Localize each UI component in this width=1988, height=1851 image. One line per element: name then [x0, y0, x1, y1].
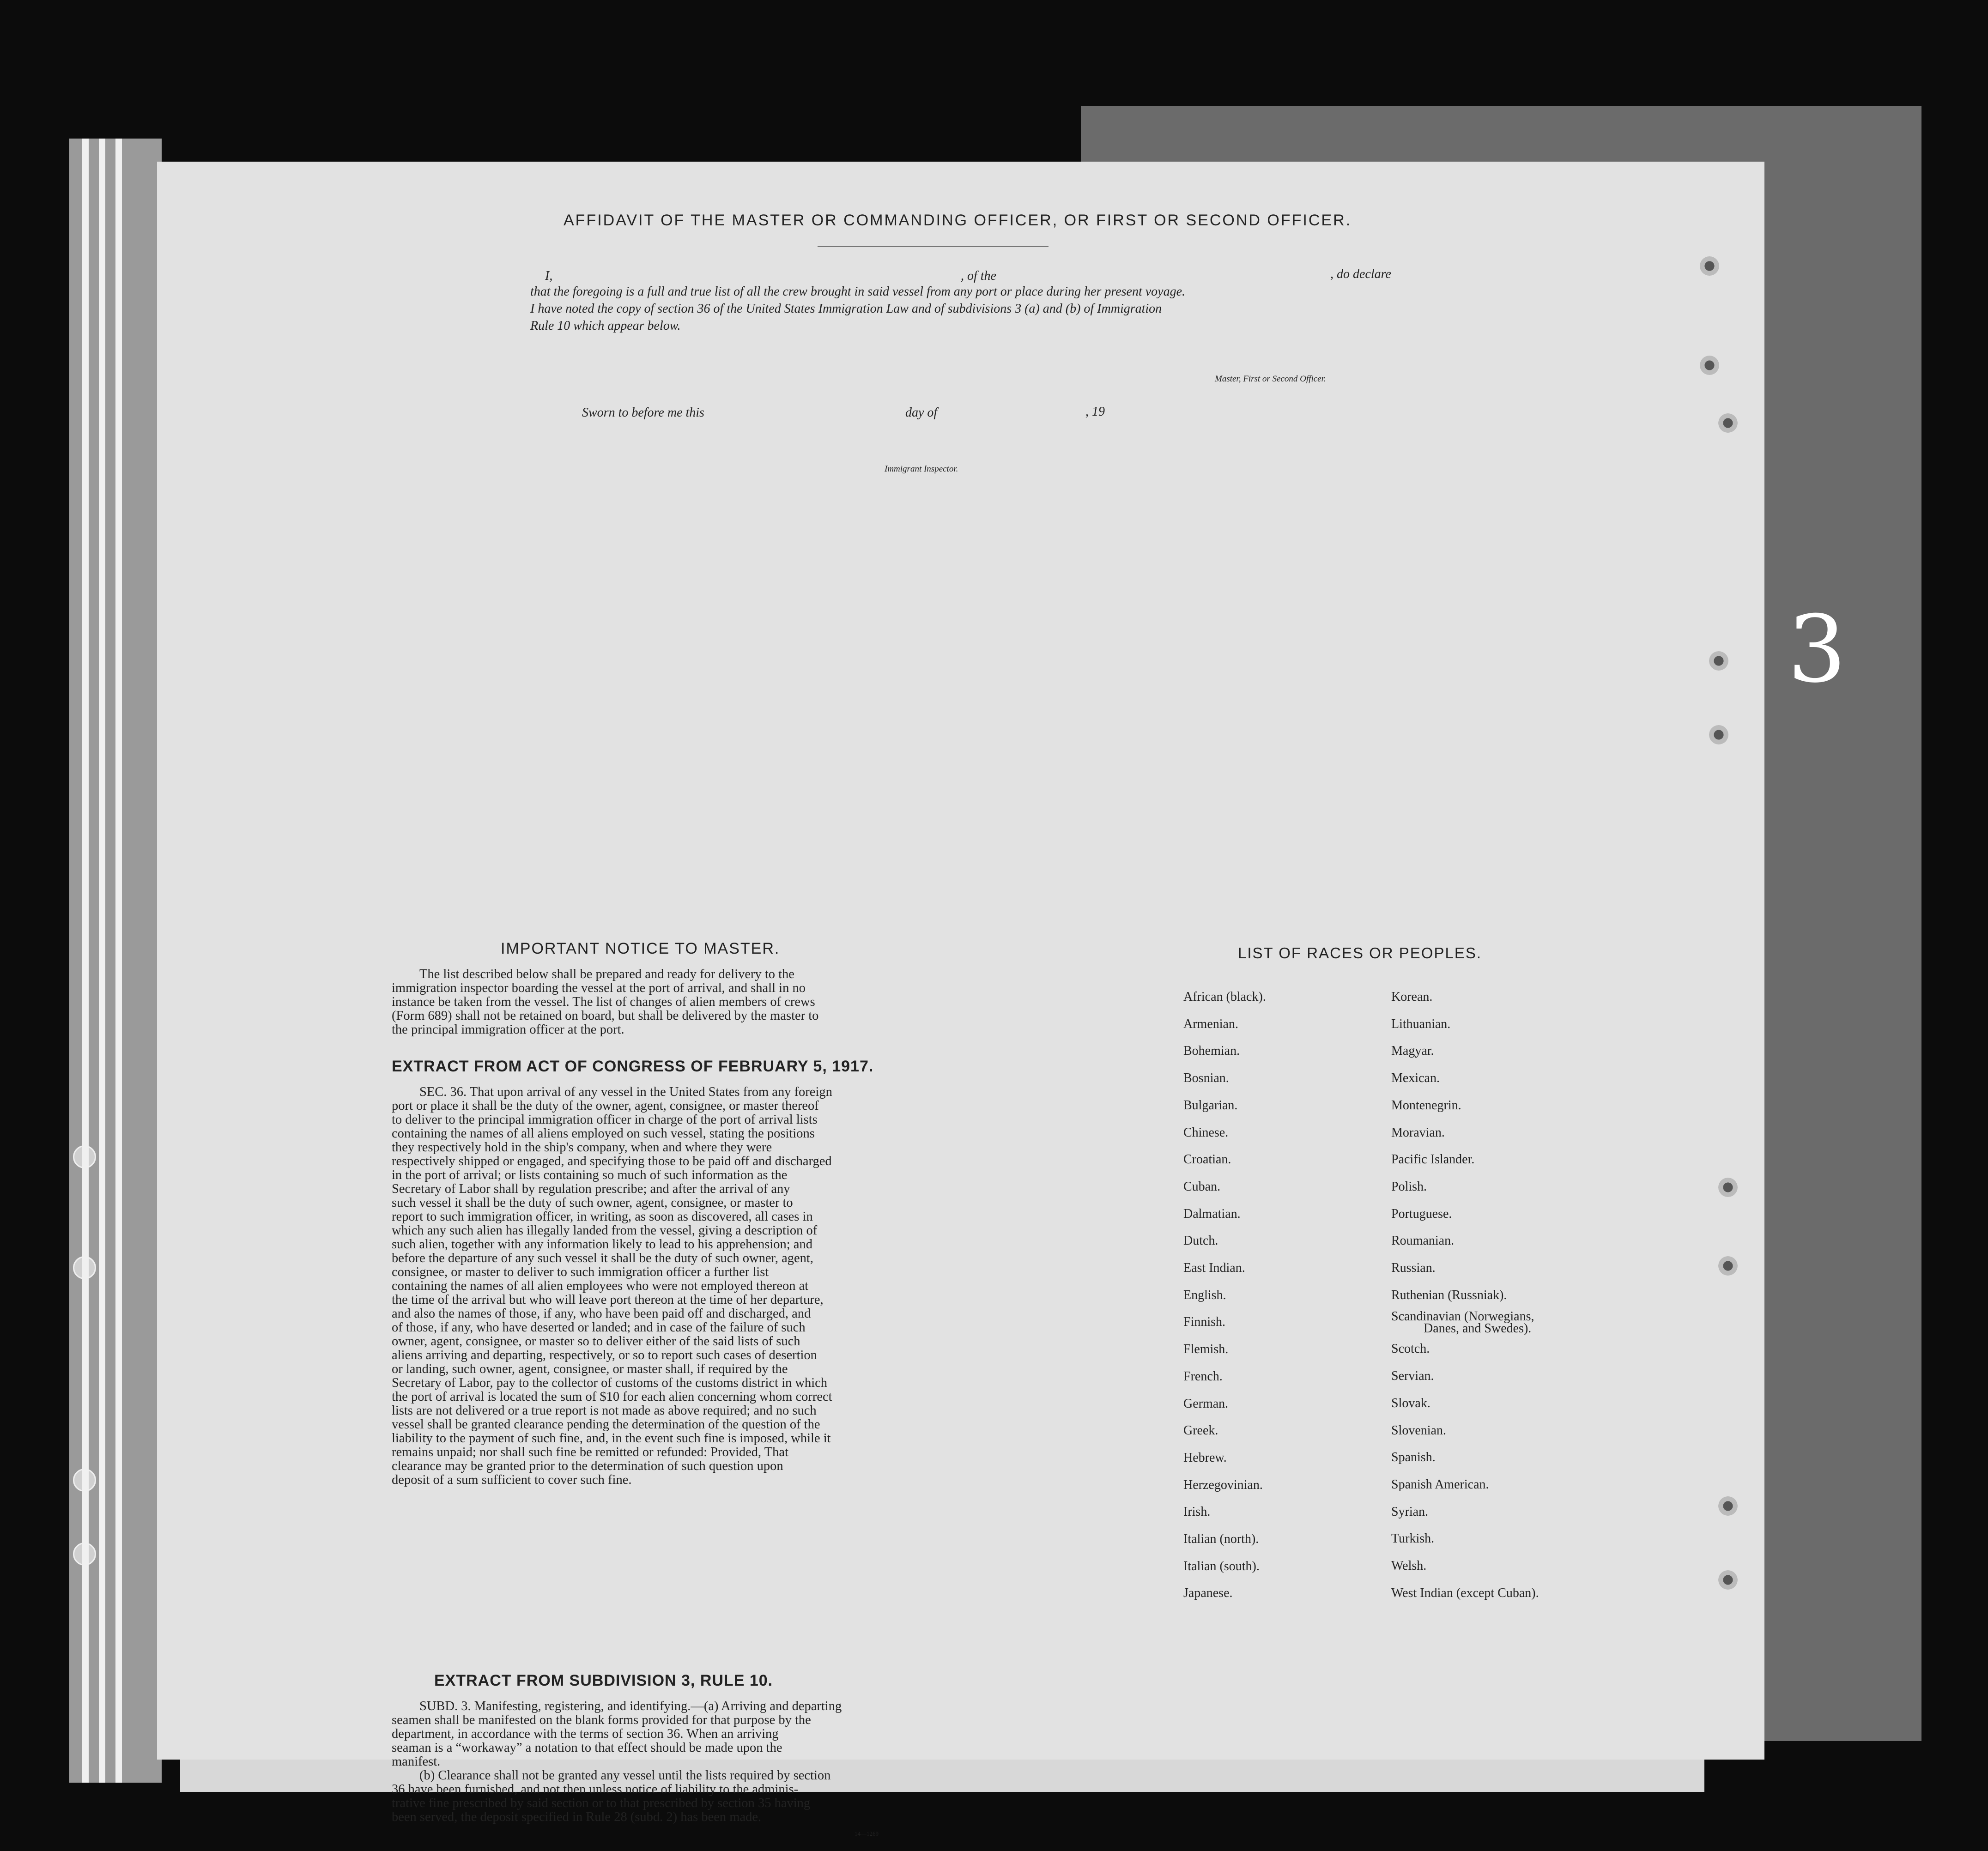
sworn-prefix: Sworn to before me this: [582, 405, 704, 420]
notice-line: instance be taken from the vessel. The list of changes of alien members of crews: [392, 995, 815, 1009]
punch-hole: [1709, 725, 1728, 744]
race-item: West Indian (except Cuban).: [1391, 1585, 1539, 1600]
act-line: Secretary of Labor, pay to the collector of customs of the customs district in which: [392, 1376, 828, 1390]
decl-do-declare: , do declare: [1330, 267, 1391, 281]
race-item: Chinese.: [1183, 1125, 1229, 1140]
decl-i: I,: [545, 269, 553, 283]
rule-line: seamen shall be manifested on the blank forms provided for that purpose by the: [392, 1713, 811, 1727]
act-line: report to such immigration officer, in writing, as soon as discovered, all cases in: [392, 1210, 813, 1224]
act-line: liability to the payment of such fine, and, in the event such fine is imposed, while it: [392, 1431, 831, 1446]
rule-line: SUBD. 3. Manifesting, registering, and identifying.—(a) Arriving and departing: [419, 1699, 842, 1713]
act-line: such vessel it shall be the duty of such owner, agent, consignee, or master to: [392, 1196, 793, 1210]
act-line: respectively shipped or engaged, and specifying those to be paid off and discharged: [392, 1154, 832, 1168]
rule-paragraph: [392, 1700, 1085, 1824]
act-line: port or place it shall be the duty of the owner, agent, consignee, or master thereof: [392, 1099, 819, 1113]
race-item: East Indian.: [1183, 1261, 1245, 1276]
act-paragraph: [392, 1085, 1085, 1487]
act-line: the time of the arrival but who will leave port thereon at the time of her departure,: [392, 1293, 824, 1307]
act-line: or landing, such owner, agent, consignee, or master shall, if required by the: [392, 1362, 788, 1376]
race-item: Slovak.: [1391, 1396, 1430, 1410]
act-line: in the port of arrival; or lists containing so much of such information as the: [392, 1168, 788, 1182]
punch-hole: [1718, 1178, 1738, 1197]
race-item: Slovenian.: [1391, 1423, 1446, 1438]
punch-hole: [1700, 356, 1719, 375]
act-line: lists are not delivered or a true report is not made as above required; and no such: [392, 1403, 817, 1418]
race-item: Welsh.: [1391, 1559, 1427, 1573]
act-line: deposit of a sum sufficient to cover such fine.: [392, 1473, 632, 1487]
master-signature-label: Master, First or Second Officer.: [1215, 374, 1326, 384]
race-item-scandinavian: [1391, 1309, 1539, 1336]
race-item: Syrian.: [1391, 1504, 1429, 1519]
race-item: Greek.: [1183, 1423, 1218, 1438]
rule-line: manifest.: [392, 1754, 441, 1769]
rule-line: 36 have been furnished, and not then unless notice of liability to the adminis-: [392, 1782, 799, 1797]
act-line: of those, if any, who have deserted or landed; and in case of the failure of such: [392, 1320, 806, 1335]
act-line: remains unpaid; nor shall such fine be remitted or refunded: Provided, That: [392, 1445, 788, 1459]
act-line: aliens arriving and departing, respectively, or so to report such cases of desertion: [392, 1348, 817, 1362]
race-item: Magyar.: [1391, 1044, 1434, 1059]
punch-hole: [1709, 651, 1728, 671]
race-item: Dutch.: [1183, 1234, 1218, 1248]
act-line: clearance may be granted prior to the determination of such question upon: [392, 1459, 783, 1473]
act-line: which any such alien has illegally landed from the vessel, giving a description of: [392, 1223, 818, 1238]
punch-hole: [1718, 1570, 1738, 1590]
punch-hole: [1718, 1256, 1738, 1276]
act-line: and also the names of those, if any, who have been paid off and discharged, and: [392, 1307, 811, 1321]
race-item: Russian.: [1391, 1261, 1436, 1276]
race-item: Finnish.: [1183, 1315, 1226, 1330]
race-item: Italian (north).: [1183, 1532, 1259, 1547]
race-item-line: Scandinavian (Norwegians,: [1391, 1309, 1534, 1324]
race-item: English.: [1183, 1288, 1226, 1302]
act-line: the port of arrival is located the sum of $10 for each alien concerning whom correct: [392, 1390, 832, 1404]
race-item: Montenegrin.: [1391, 1098, 1461, 1113]
act-line: they respectively hold in the ship's company, when and where they were: [392, 1140, 772, 1155]
act-line: such alien, together with any information likely to lead to his apprehension; and: [392, 1237, 812, 1252]
race-item: Korean.: [1391, 990, 1433, 1004]
race-item: Mexican.: [1391, 1071, 1440, 1086]
race-item: Spanish American.: [1391, 1477, 1489, 1492]
race-item: Flemish.: [1183, 1342, 1229, 1357]
rule-line: trative fine prescribed by said section or to that prescribed by section 35 having: [392, 1796, 811, 1810]
race-item: Japanese.: [1183, 1586, 1233, 1601]
race-item: French.: [1183, 1369, 1223, 1384]
title-rule: [818, 246, 1049, 247]
race-item: Bohemian.: [1183, 1044, 1240, 1059]
rule-line: seaman is a “workaway” a notation to that effect should be made upon the: [392, 1741, 782, 1755]
race-item: Turkish.: [1391, 1531, 1435, 1546]
race-item: African (black).: [1183, 990, 1266, 1004]
race-item: Italian (south).: [1183, 1559, 1260, 1573]
notice-line: the principal immigration officer at the port.: [392, 1022, 624, 1037]
race-item: Scotch.: [1391, 1342, 1430, 1356]
race-item: Ruthenian (Russniak).: [1391, 1288, 1507, 1302]
punch-hole: [1718, 413, 1738, 433]
decl-line-3: I have noted the copy of section 36 of the United States Immigration Law and of subdivisions 3 (a) and (b) of Immigration: [530, 302, 1162, 316]
act-line: vessel shall be granted clearance pending the determination of the question of the: [392, 1417, 820, 1432]
race-item: Croatian.: [1183, 1152, 1231, 1167]
race-item: Herzegovinian.: [1183, 1477, 1263, 1492]
rule-line: been served, the deposit specified in Rule 28 (subd. 2) has been made.: [392, 1810, 762, 1824]
race-item: Armenian.: [1183, 1016, 1238, 1031]
punch-hole: [1718, 1496, 1738, 1516]
document-page: [157, 162, 1764, 1837]
form-number: 14—1269: [855, 1830, 879, 1837]
act-line: to deliver to the principal immigration officer in charge of the port of arrival lists: [392, 1113, 818, 1127]
race-item: Lithuanian.: [1391, 1016, 1451, 1031]
race-item: Bulgarian.: [1183, 1098, 1238, 1113]
races-column-1: [1183, 984, 1266, 1607]
act-line: owner, agent, consignee, or master so to deliver either of the said lists of such: [392, 1334, 800, 1349]
act-line: consignee, or master to deliver to such immigration officer a further list: [392, 1265, 769, 1279]
race-item: Spanish.: [1391, 1450, 1436, 1465]
race-item-line: Danes, and Swedes).: [1424, 1321, 1532, 1336]
notice-heading: IMPORTANT NOTICE TO MASTER.: [501, 940, 780, 957]
race-item: Moravian.: [1391, 1125, 1445, 1140]
race-item: German.: [1183, 1396, 1229, 1411]
notice-line: The list described below shall be prepared and ready for delivery to the: [419, 967, 794, 981]
act-line: SEC. 36. That upon arrival of any vessel in the United States from any foreign: [419, 1085, 832, 1099]
act-line: containing the names of all alien employees who were not employed thereon at: [392, 1279, 809, 1293]
handwritten-page-number: 3: [1788, 596, 1847, 703]
races-column-2: [1391, 984, 1539, 1607]
race-item: Polish.: [1391, 1179, 1427, 1194]
race-item: Pacific Islander.: [1391, 1152, 1475, 1167]
race-item: Roumanian.: [1391, 1234, 1455, 1248]
race-item: Cuban.: [1183, 1179, 1221, 1194]
race-item: Portuguese.: [1391, 1206, 1452, 1221]
race-item: Servian.: [1391, 1369, 1434, 1384]
notice-line: immigration inspector boarding the vessel at the port of arrival, and shall in no: [392, 981, 806, 995]
affidavit-title: AFFIDAVIT OF THE MASTER OR COMMANDING OFFICER, OR FIRST OR SECOND OFFICER.: [564, 212, 1352, 229]
act-heading: EXTRACT FROM ACT OF CONGRESS OF FEBRUARY 5, 1917.: [392, 1058, 874, 1075]
punch-hole: [1700, 256, 1719, 276]
decl-line-4: Rule 10 which appear below.: [530, 319, 681, 333]
race-item: Irish.: [1183, 1505, 1211, 1519]
rule-line: (b) Clearance shall not be granted any vessel until the lists required by section: [419, 1768, 831, 1783]
race-item: Hebrew.: [1183, 1450, 1227, 1465]
decl-line-2: that the foregoing is a full and true list of all the crew brought in said vessel from any port or place during her present voyage.: [530, 284, 1186, 299]
rule-heading: EXTRACT FROM SUBDIVISION 3, RULE 10.: [434, 1672, 773, 1689]
race-item: Dalmatian.: [1183, 1206, 1241, 1221]
page-edge: [115, 139, 122, 1783]
sworn-year: , 19: [1085, 405, 1105, 419]
races-heading: LIST OF RACES OR PEOPLES.: [1238, 944, 1482, 962]
page-edge: [82, 139, 89, 1783]
decl-of-the: , of the: [961, 269, 996, 283]
notice-paragraph: [392, 968, 1085, 1037]
page-edge: [99, 139, 105, 1783]
inspector-label: Immigrant Inspector.: [885, 464, 958, 474]
act-line: Secretary of Labor shall by regulation prescribe; and after the arrival of any: [392, 1182, 790, 1196]
notice-line: (Form 689) shall not be retained on board, but shall be delivered by the master to: [392, 1009, 819, 1023]
sworn-day-of: day of: [905, 405, 938, 420]
act-line: containing the names of all aliens employed on such vessel, stating the positions: [392, 1126, 815, 1141]
rule-line: department, in accordance with the terms of section 36. When an arriving: [392, 1727, 779, 1741]
act-line: before the departure of any such vessel it shall be the duty of such owner, agent,: [392, 1251, 813, 1265]
race-item: Bosnian.: [1183, 1071, 1229, 1086]
